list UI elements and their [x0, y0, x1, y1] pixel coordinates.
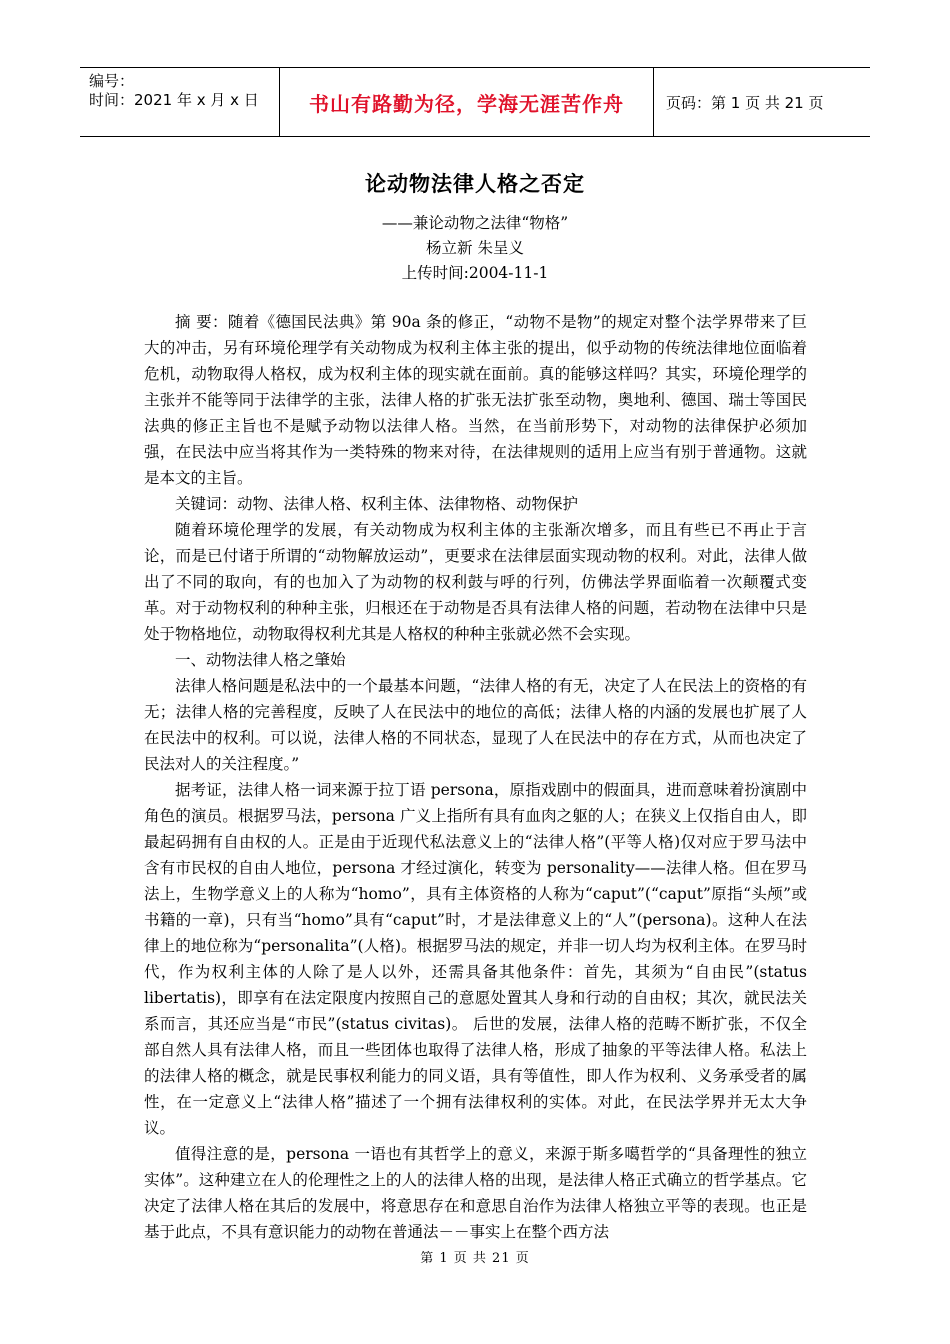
keywords-paragraph: 关键词：动物、法律人格、权利主体、法律物格、动物保护: [175, 495, 579, 513]
header-meta: [80, 68, 280, 136]
number-label: 编号：: [89, 72, 135, 90]
header-page-info: 页码：第 1 页 共 21 页: [666, 93, 824, 112]
document-body: [144, 309, 807, 1245]
date-label: 时间：2021 年 x 月 x 日: [89, 91, 259, 109]
section-heading: 一、动物法律人格之肇始: [175, 651, 346, 669]
document-authors: 杨立新 朱呈义: [426, 239, 524, 257]
page-footer: 第 1 页 共 21 页: [420, 1251, 530, 1266]
abstract-paragraph: 摘 要：随着《德国民法典》第 90a 条的修正，“动物不是物”的规定对整个法学界带来了巨大的冲击，另有环境伦理学有关动物成为权利主体主张的提出，似乎动物的传统法律地位面临着危机，动物取得人格权，成为权利主体的现实就在面前。真的能够这样吗？其实，环境伦理学的主张并不能等同于法律学的主张，法律人格的扩张无法扩张至动物，奥地利、德国、瑞士等国民法典的修正主旨也不是赋予动物以法律人格。当然，在当前形势下，对动物的法律保护必须加强，在民法中应当将其作为一类特殊的物来对待，在法律规则的适用上应当有别于普通物。这就是本文的主旨。: [144, 313, 807, 487]
document-title: 论动物法律人格之否定: [365, 171, 585, 196]
document-subtitle: ——兼论动物之法律“物格”: [381, 214, 569, 232]
page-header: [80, 67, 870, 137]
header-motto: 书山有路勤为径，学海无涯苦作舟: [280, 68, 654, 136]
body-paragraph: 据考证，法律人格一词来源于拉丁语 persona，原指戏剧中的假面具，进而意味着扮演剧中角色的演员。根据罗马法，persona 广义上指所有具有血肉之躯的人；在狭义上仅指自由人，即最起码拥有自由权的人。正是由于近现代私法意义上的“法律人格”(平等人格)仅对应于罗马法中含有市民权的自由人地位，persona 才经过演化，转变为 personality——法律人格。但在罗马法上，生物学意义上的人称为“homo”，具有主体资格的人称为“caput”(“caput”原指“头颅”或书籍的一章)，只有当“homo”具有“caput”时，才是法律意义上的“人”(persona)。这种人在法律上的地位称为“personalita”(人格)。根据罗马法的规定，并非一切人均为权利主体。在罗马时代，作为权利主体的人除了是人以外，还需具备其他条件：首先，其须为“自由民”(status libertatis)，即享有在法定限度内按照自己的意愿处置其人身和行动的自由权；其次，就民法关系而言，其还应当是“市民”(status civitas)。 后世的发展，法律人格的范畴不断扩张，不仅全部自然人具有法律人格，而且一些团体也取得了法律人格，形成了抽象的平等法律人格。私法上的法律人格的概念，就是民事权利能力的同义语，具有等值性，即人作为权利、义务承受者的属性，在一定意义上“法律人格”描述了一个拥有法律权利的实体。对此，在民法学界并无太大争议。: [144, 781, 807, 1137]
document-upload-time: 上传时间:2004-11-1: [401, 264, 549, 282]
body-paragraph: 法律人格问题是私法中的一个最基本问题，“法律人格的有无，决定了人在民法上的资格的有无；法律人格的完善程度，反映了人在民法中的地位的高低；法律人格的内涵的发展也扩展了人在民法中的权利。可以说，法律人格的不同状态，显现了人在民法中的存在方式，从而也决定了民法对人的关注程度。”: [144, 677, 807, 773]
body-paragraph: 随着环境伦理学的发展，有关动物成为权利主体的主张渐次增多，而且有些已不再止于言论，而是已付诸于所谓的“动物解放运动”，更要求在法律层面实现动物的权利。对此，法律人做出了不同的取向，有的也加入了为动物的权利鼓与呼的行列，仿佛法学界面临着一次颠覆式变革。对于动物权利的种种主张，归根还在于动物是否具有法律人格的问题，若动物在法律中只是处于物格地位，动物取得权利尤其是人格权的种种主张就必然不会实现。: [144, 521, 807, 643]
body-paragraph: 值得注意的是，persona 一语也有其哲学上的意义，来源于斯多噶哲学的“具备理性的独立实体”。这种建立在人的伦理性之上的人的法律人格的出现，是法律人格正式确立的哲学基点。它决定了法律人格在其后的发展中，将意思存在和意思自治作为法律人格独立平等的表现。也正是基于此点，不具有意识能力的动物在普通法－－事实上在整个西方法: [144, 1145, 807, 1241]
